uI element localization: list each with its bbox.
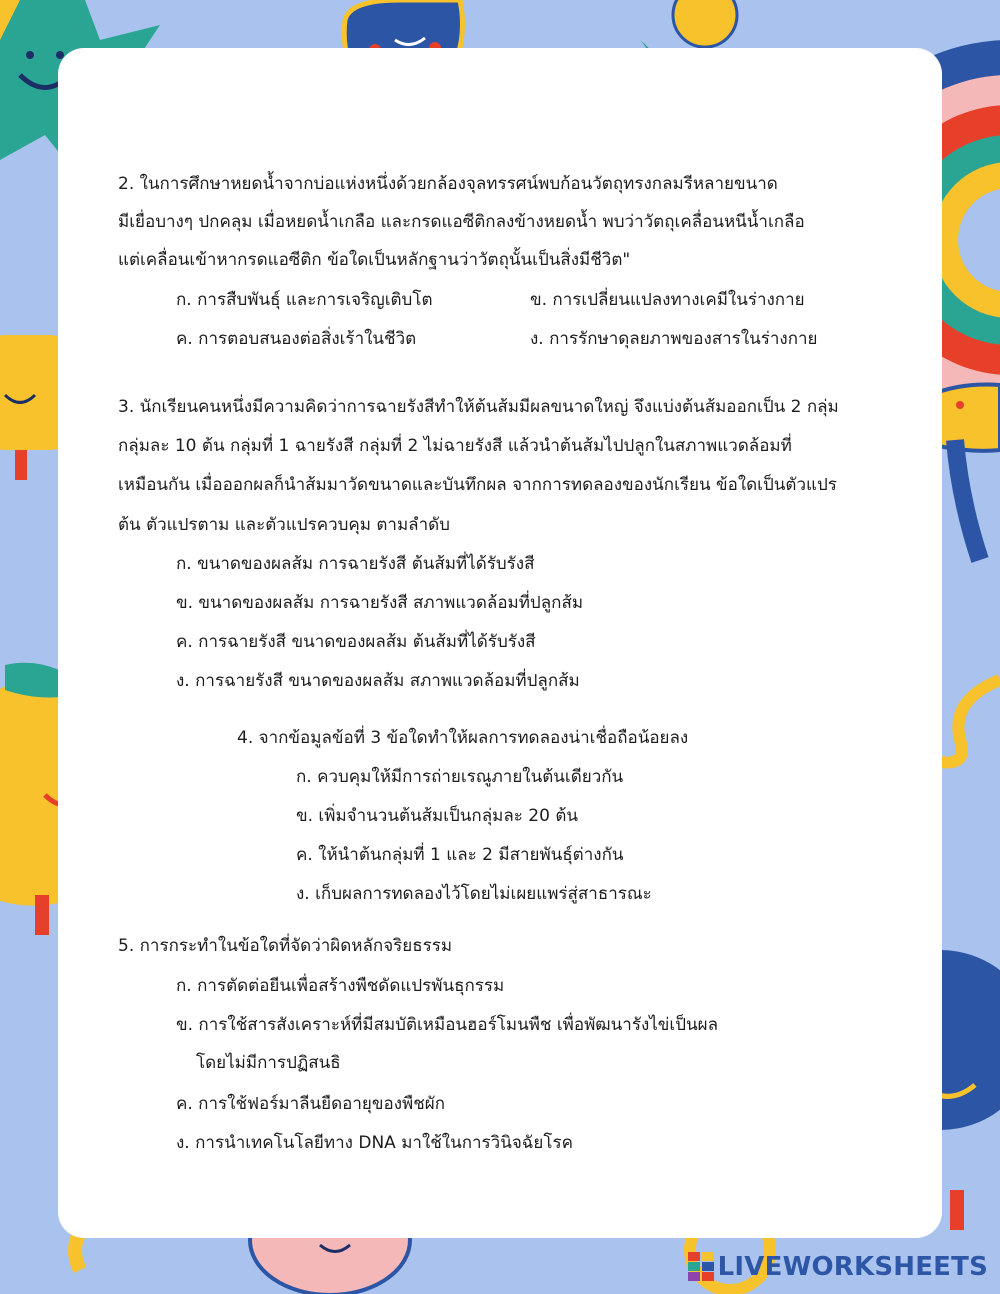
q2-line-2: มีเยื่อบางๆ ปกคลุม เมื่อหยดน้ำเกลือ และกรดแอซีติกลงข้างหยดน้ำ พบว่าวัตถุเคลื่อนหนีน้ำเกลือ — [118, 212, 805, 232]
q5-choice-c[interactable]: ค. การใช้ฟอร์มาลีนยืดอายุของพืชผัก — [176, 1094, 446, 1114]
q2-line-1: 2. ในการศึกษาหยดน้ำจากบ่อแห่งหนึ่งด้วยกล้องจุลทรรศน์พบก้อนวัตถุทรงกลมรีหลายขนาด — [118, 174, 778, 194]
q2-choice-b[interactable]: ข. การเปลี่ยนแปลงทางเคมีในร่างกาย — [530, 290, 805, 310]
q3-line-1: 3. นักเรียนคนหนึ่งมีความคิดว่าการฉายรังสีทำให้ต้นส้มมีผลขนาดใหญ่ จึงแบ่งต้นส้มออกเป็น 2 กลุ่ม — [118, 397, 839, 417]
q4-question: 4. จากข้อมูลข้อที่ 3 ข้อใดทำให้ผลการทดลองน่าเชื่อถือน้อยลง — [237, 728, 689, 748]
q2-choice-a[interactable]: ก. การสืบพันธุ์ และการเจริญเติบโต — [176, 290, 433, 310]
q3-choice-d[interactable]: ง. การฉายรังสี ขนาดของผลส้ม สภาพแวดล้อมที่ปลูกส้ม — [176, 671, 580, 691]
q3-line-4: ต้น ตัวแปรตาม และตัวแปรควบคุม ตามลำดับ — [118, 515, 450, 535]
q3-choice-a[interactable]: ก. ขนาดของผลส้ม การฉายรังสี ต้นส้มที่ได้รับรังสี — [176, 554, 535, 574]
q2-line-3: แต่เคลื่อนเข้าหากรดแอซีติก ข้อใดเป็นหลักฐานว่าวัตถุนั้นเป็นสิ่งมีชีวิต" — [118, 250, 631, 270]
q4-choice-a[interactable]: ก. ควบคุมให้มีการถ่ายเรณูภายในต้นเดียวกัน — [296, 767, 624, 787]
q5-choice-b[interactable]: ข. การใช้สารสังเคราะห์ที่มีสมบัติเหมือนฮอร์โมนพืช เพื่อพัฒนารังไข่เป็นผล — [176, 1015, 719, 1035]
q4-choice-c[interactable]: ค. ให้นำต้นกลุ่มที่ 1 และ 2 มีสายพันธุ์ต่างกัน — [296, 845, 624, 865]
q2-choice-d[interactable]: ง. การรักษาดุลยภาพของสารในร่างกาย — [530, 329, 818, 349]
q3-choice-c[interactable]: ค. การฉายรังสี ขนาดของผลส้ม ต้นส้มที่ได้รับรังสี — [176, 632, 536, 652]
q5-question: 5. การกระทำในข้อใดที่จัดว่าผิดหลักจริยธรรม — [118, 936, 453, 956]
q2-choice-c[interactable]: ค. การตอบสนองต่อสิ่งเร้าในชีวิต — [176, 329, 417, 349]
live-badge-icon — [688, 1252, 714, 1282]
q3-line-3: เหมือนกัน เมื่อออกผลก็นำส้มมาวัดขนาดและบันทึกผล จากการทดลองของนักเรียน ข้อใดเป็นตัวแปร — [118, 475, 837, 495]
q4-choice-b[interactable]: ข. เพิ่มจำนวนต้นส้มเป็นกลุ่มละ 20 ต้น — [296, 806, 578, 826]
q4-choice-d[interactable]: ง. เก็บผลการทดลองไว้โดยไม่เผยแพร่สู่สาธารณะ — [296, 884, 652, 904]
logo-wordmark: LIVEWORKSHEETS — [717, 1252, 988, 1282]
q5-choice-b-continued: โดยไม่มีการปฏิสนธิ — [196, 1053, 341, 1073]
q5-choice-d[interactable]: ง. การนำเทคโนโลยีทาง DNA มาใช้ในการวินิจฉัยโรค — [176, 1133, 573, 1153]
q3-choice-b[interactable]: ข. ขนาดของผลส้ม การฉายรังสี สภาพแวดล้อมที่ปลูกส้ม — [176, 593, 584, 613]
liveworksheets-logo[interactable] — [688, 1250, 988, 1284]
q3-line-2: กลุ่มละ 10 ต้น กลุ่มที่ 1 ฉายรังสี กลุ่มที่ 2 ไม่ฉายรังสี แล้วนำต้นส้มไปปลูกในสภาพแวดล้อมที่ — [118, 436, 792, 456]
q5-choice-a[interactable]: ก. การตัดต่อยีนเพื่อสร้างพืชดัดแปรพันธุกรรม — [176, 976, 505, 996]
